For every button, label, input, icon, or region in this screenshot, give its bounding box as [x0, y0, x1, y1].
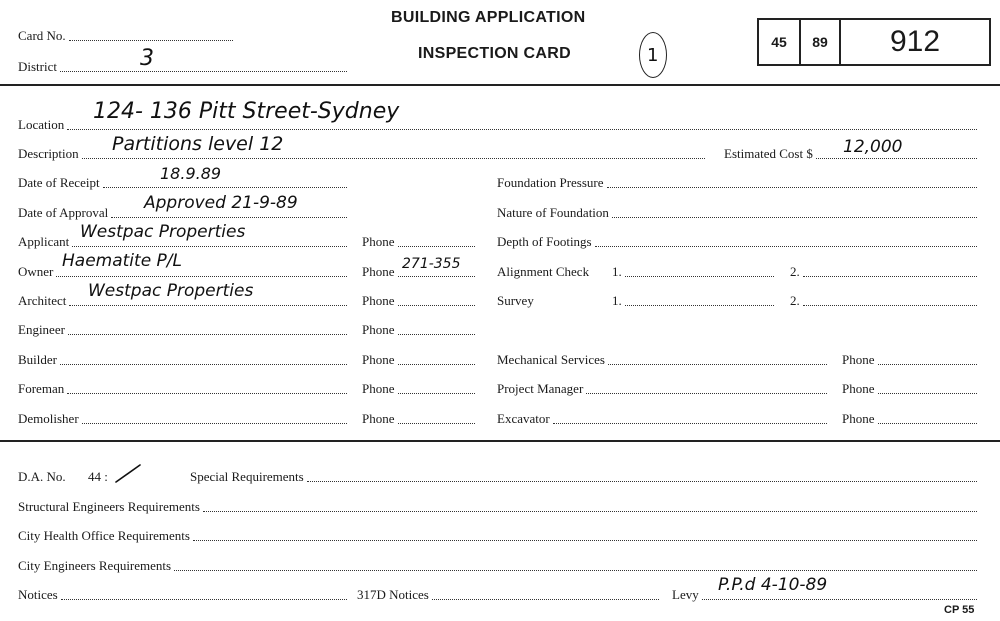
notices-label: Notices — [18, 587, 58, 602]
levy-label: Levy — [672, 587, 699, 602]
details-divider — [0, 440, 1000, 442]
excavator-row — [497, 411, 830, 427]
district-value: 3 — [140, 46, 154, 71]
da-no-label: D.A. No. — [18, 469, 66, 484]
form-code: CP 55 — [944, 604, 975, 616]
engineer-phone-field[interactable] — [398, 333, 476, 335]
description-label: Description — [18, 146, 79, 161]
survey-2-row — [790, 293, 980, 309]
alignment-check-1-label: 1. — [612, 264, 622, 279]
nature-foundation-row — [497, 205, 980, 221]
alignment-check-2-row — [790, 264, 980, 280]
foreman-phone-row — [362, 381, 478, 397]
circled-mark — [639, 32, 667, 78]
health-label: City Health Office Requirements — [18, 528, 190, 543]
foreman-phone-label: Phone — [362, 381, 395, 396]
health-row — [18, 528, 980, 544]
engineer-field[interactable] — [68, 333, 347, 335]
architect-field[interactable] — [69, 304, 347, 306]
project-manager-phone-row — [842, 381, 980, 397]
mechanical-phone-label: Phone — [842, 352, 875, 367]
health-field[interactable] — [193, 539, 977, 541]
builder-phone-row — [362, 352, 478, 368]
survey-2-field[interactable] — [803, 304, 977, 306]
depth-footings-label: Depth of Footings — [497, 234, 592, 249]
demolisher-phone-label: Phone — [362, 411, 395, 426]
location-value: 124- 136 Pitt Street-Sydney — [93, 99, 400, 124]
survey-label: Survey — [497, 293, 534, 308]
district-label: District — [18, 59, 57, 74]
special-requirements-row — [190, 469, 980, 485]
project-manager-phone-label: Phone — [842, 381, 875, 396]
district-row — [18, 59, 350, 75]
builder-field[interactable] — [60, 363, 347, 365]
mechanical-phone-row — [842, 352, 980, 368]
engineer-phone-label: Phone — [362, 322, 395, 337]
foreman-label: Foreman — [18, 381, 65, 396]
location-field[interactable] — [67, 128, 977, 130]
card-no-label: Card No. — [18, 28, 66, 43]
notices-field[interactable] — [61, 598, 347, 600]
architect-phone-field[interactable] — [398, 304, 476, 306]
applicant-value: Westpac Properties — [80, 222, 246, 242]
architect-label: Architect — [18, 293, 67, 308]
structural-label: Structural Engineers Requirements — [18, 499, 200, 514]
project-manager-label: Project Manager — [497, 381, 584, 396]
location-label: Location — [18, 117, 65, 132]
city-engineers-field[interactable] — [174, 569, 977, 571]
ref-box-1: 45 — [759, 20, 801, 64]
applicant-field[interactable] — [72, 245, 347, 247]
survey-1-row — [612, 293, 777, 309]
survey-1-label: 1. — [612, 293, 622, 308]
architect-phone-label: Phone — [362, 293, 395, 308]
applicant-label: Applicant — [18, 234, 70, 249]
structural-row — [18, 499, 980, 515]
demolisher-phone-field[interactable] — [398, 422, 476, 424]
excavator-phone-label: Phone — [842, 411, 875, 426]
project-manager-field[interactable] — [586, 392, 827, 394]
mechanical-services-row — [497, 352, 830, 368]
survey-1-field[interactable] — [625, 304, 774, 306]
owner-label: Owner — [18, 264, 54, 279]
notices-row — [18, 587, 350, 603]
da-no-tick-mark — [114, 462, 144, 484]
description-value: Partitions level 12 — [112, 133, 284, 155]
da-no-value: 44 : — [88, 469, 108, 484]
estimated-cost-field[interactable] — [816, 157, 977, 159]
special-requirements-label: Special Requirements — [190, 469, 304, 484]
applicant-phone-row — [362, 234, 478, 250]
foreman-phone-field[interactable] — [398, 392, 476, 394]
excavator-phone-row — [842, 411, 980, 427]
title-line-2: INSPECTION CARD — [418, 45, 571, 62]
alignment-check-1-row — [612, 264, 777, 280]
depth-footings-row — [497, 234, 980, 250]
date-approval-value: Approved 21-9-89 — [144, 193, 298, 213]
demolisher-row — [18, 411, 350, 427]
survey-2-label: 2. — [790, 293, 800, 308]
engineer-row — [18, 322, 350, 338]
foreman-row — [18, 381, 350, 397]
demolisher-label: Demolisher — [18, 411, 79, 426]
date-approval-label: Date of Approval — [18, 205, 109, 220]
nature-foundation-label: Nature of Foundation — [497, 205, 609, 220]
applicant-phone-field[interactable] — [398, 245, 476, 247]
mechanical-phone-field[interactable] — [878, 363, 978, 365]
excavator-field[interactable] — [553, 422, 827, 424]
applicant-phone-label: Phone — [362, 234, 395, 249]
notices-317d-field[interactable] — [432, 598, 659, 600]
builder-phone-field[interactable] — [398, 363, 476, 365]
engineer-label: Engineer — [18, 322, 65, 337]
header-divider — [0, 84, 1000, 86]
description-field[interactable] — [82, 157, 705, 159]
city-engineers-row — [18, 558, 980, 574]
mechanical-services-field[interactable] — [608, 363, 827, 365]
date-approval-field[interactable] — [111, 216, 347, 218]
architect-value: Westpac Properties — [88, 281, 254, 301]
title-line-1: BUILDING APPLICATION — [391, 9, 586, 26]
ref-box-2: 89 — [801, 20, 841, 64]
notices-317d-label: 317D Notices — [357, 587, 429, 602]
owner-phone-value: 271-355 — [402, 256, 461, 272]
owner-phone-field[interactable] — [398, 275, 476, 277]
foreman-field[interactable] — [67, 392, 347, 394]
builder-row — [18, 352, 350, 368]
demolisher-phone-row — [362, 411, 478, 427]
engineer-phone-row — [362, 322, 478, 338]
date-receipt-value: 18.9.89 — [160, 164, 222, 183]
card-no-field[interactable] — [69, 39, 233, 41]
foundation-pressure-label: Foundation Pressure — [497, 175, 604, 190]
special-requirements-field[interactable] — [307, 480, 977, 482]
date-receipt-label: Date of Receipt — [18, 175, 100, 190]
estimated-cost-label: Estimated Cost $ — [724, 146, 813, 161]
date-receipt-field[interactable] — [103, 186, 347, 188]
circled-mark-number: 1 — [647, 44, 659, 66]
owner-value: Haematite P/L — [62, 251, 183, 271]
project-manager-row — [497, 381, 830, 397]
mechanical-services-label: Mechanical Services — [497, 352, 605, 367]
foundation-pressure-field[interactable] — [607, 186, 977, 188]
alignment-check-1-field[interactable] — [625, 275, 774, 277]
builder-phone-label: Phone — [362, 352, 395, 367]
district-field[interactable] — [60, 70, 347, 72]
owner-field[interactable] — [56, 275, 347, 277]
demolisher-field[interactable] — [82, 422, 347, 424]
estimated-cost-value: 12,000 — [843, 137, 903, 157]
levy-value: P.P.d 4-10-89 — [718, 575, 828, 595]
ref-box-3: 912 — [889, 25, 941, 58]
alignment-check-2-field[interactable] — [803, 275, 977, 277]
depth-footings-field[interactable] — [595, 245, 977, 247]
excavator-label: Excavator — [497, 411, 550, 426]
alignment-check-label: Alignment Check — [497, 264, 590, 279]
architect-phone-row — [362, 293, 478, 309]
alignment-check-2-label: 2. — [790, 264, 800, 279]
builder-label: Builder — [18, 352, 57, 367]
card-no-row — [18, 28, 236, 44]
levy-field[interactable] — [702, 598, 977, 600]
nature-foundation-field[interactable] — [612, 216, 977, 218]
reference-number-boxes — [757, 18, 991, 66]
notices-317d-row — [357, 587, 662, 603]
owner-phone-label: Phone — [362, 264, 395, 279]
structural-field[interactable] — [203, 510, 977, 512]
city-engineers-label: City Engineers Requirements — [18, 558, 172, 573]
project-manager-phone-field[interactable] — [878, 392, 978, 394]
excavator-phone-field[interactable] — [878, 422, 978, 424]
foundation-pressure-row — [497, 175, 980, 191]
